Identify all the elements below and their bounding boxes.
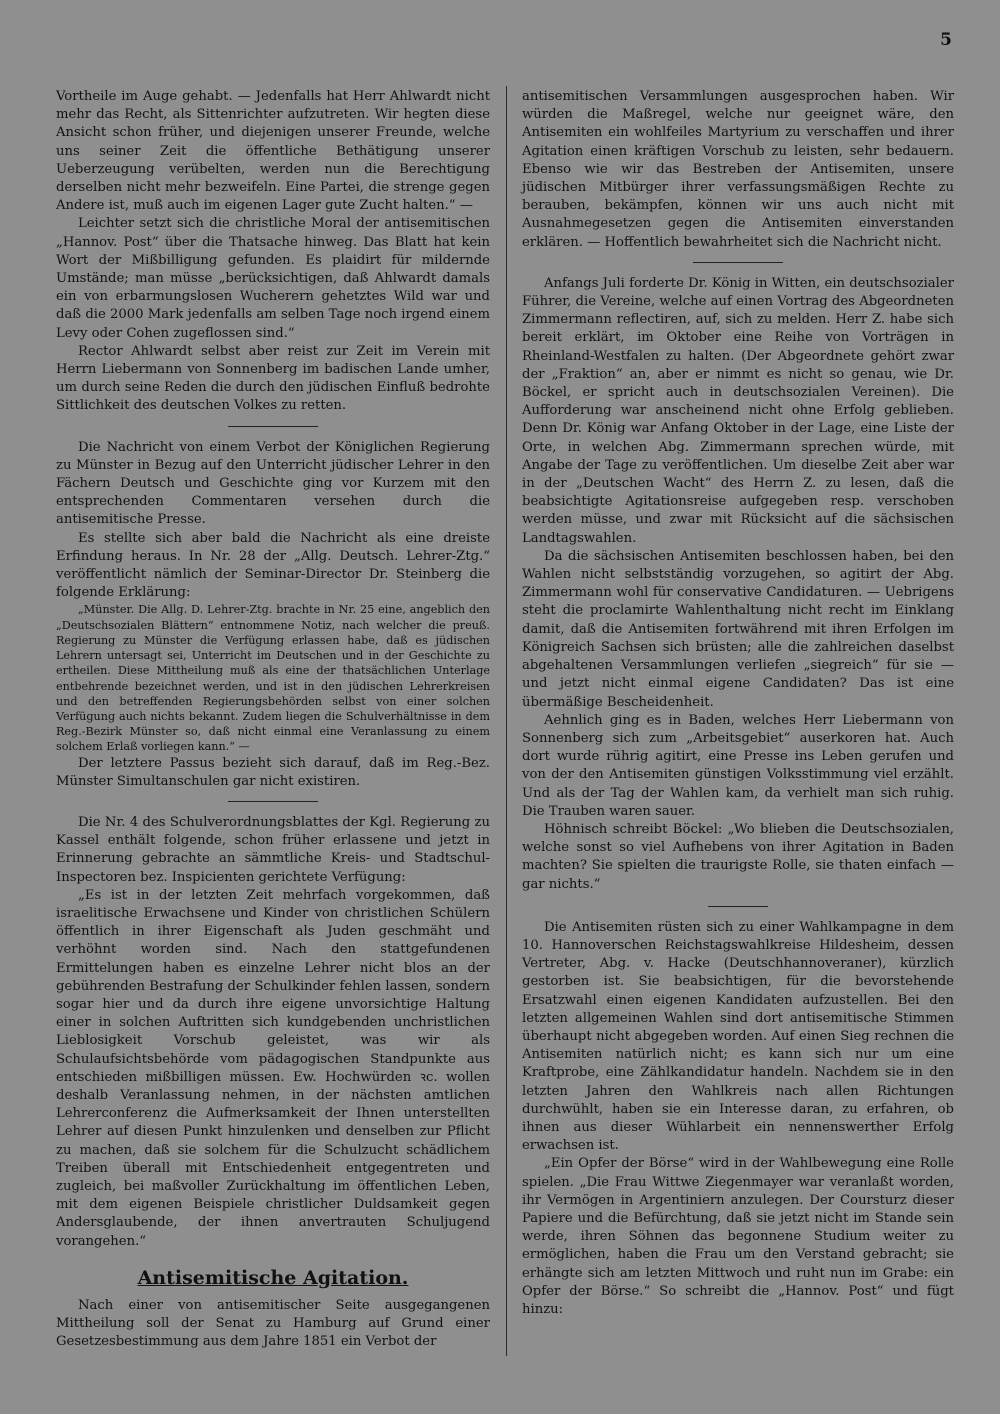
paragraph: Aehnlich ging es in Baden, welches Herr Liebermann von Sonnenberg sich zum „Arbeitsgebiet“ auserkoren hat. Auch dort wurde rührig agitirt, eine Presse ins Leben gerufen und von der den Antisemiten günstigen Volksstimmung viel erzählt. Und als der Tag der Wahlen kam, da verhielt man sich ruhig. Die Trauben waren sauer. — [522, 712, 954, 819]
separator-rule — [228, 801, 318, 802]
paragraph: Rector Ahlwardt selbst aber reist zur Zeit im Verein mit Herrn Liebermann von Sonnenberg im badischen Lande umher, um durch seine Reden die durch den jüdischen Einfluß bedrohte Sittlichkeit des deutschen Volkes zu retten. — [56, 343, 490, 414]
paragraph: „Ein Opfer der Börse“ wird in der Wahlbewegung eine Rolle spielen. „Die Frau Wittwe Ziegenmayer war veranlaßt worden, ihr Vermögen in Argentiniern anzulegen. Der Coursturz dieser Papiere und die Befürchtung, daß sie jetzt nicht im Stande sein werde, ihren Söhnen das begonnene Studium weiter zu ermöglichen, haben die Frau um den Verstand gebracht; sie erhängte sich am letzten Mittwoch und ruht nun im Grabe: ein Opfer der Börse.“ So schreibt die „Hannov. Post“ und fügt hinzu: — [522, 1156, 954, 1317]
paragraph: Höhnisch schreibt Böckel: „Wo blieben die Deutschsozialen, welche sonst so viel Aufhebens von ihrer Agitation in Baden machten? Sie spielten die traurigste Rolle, sie thaten einfach — gar nichts.“ — [522, 821, 954, 892]
paragraph: Da die sächsischen Antisemiten beschlossen haben, bei den Wahlen nicht selbstständig vorzugehen, so agitirt der Abg. Zimmermann wohl für conservative Candidaturen. — Uebrigens steht die proclamirte Wahlenthaltung nicht recht im Einklang damit, daß die Antisemiten fortwährend mit ihren Erfolgen im Königreich Sachsen sich brüsten; alle die zahlreichen daselbst abgehaltenen Versammlungen verliefen „siegreich“ für sie — und jetzt nicht einmal eigene Candidaten? Das ist eine übermäßige Bescheidenheit. — [522, 548, 954, 710]
paragraph: Es stellte sich aber bald die Nachricht als eine dreiste Erfindung heraus. In Nr. 28 der „Allg. Deutsch. Lehrer-Ztg.“ veröffentlicht nämlich der Seminar-Director Dr. Steinberg die folgende Erklärung: — [56, 530, 490, 601]
paragraph: Nach einer von antisemitischer Seite ausgegangenen Mittheilung soll der Senat zu Hamburg auf Grund einer Gesetzesbestimmung aus dem Jahre 1851 ein Verbot der — [56, 1298, 490, 1350]
paragraph: „Es ist in der letzten Zeit mehrfach vorgekommen, daß israelitische Erwachsene und Kinder von christlichen Schülern öffentlich in ihrer Eigenschaft als Juden geschmäht und verhöhnt worden sind. Nach den stattgefundenen Ermittelungen haben es einzelne Lehrer nicht blos an der gebührenden Bestrafung der Schulkinder fehlen lassen, sondern sogar hier und da durch ihre eigene unvorsichtige Haltung einer in solchen Auftritten sich kundgebenden unchristlichen Lieblosigkeit Vorschub geleistet, was wir als Schulaufsichtsbehörde vom pädagogischen Standpunkte aus entschieden mißbilligen müssen. Ew. Hochwürden ꝛc. wollen deshalb Veranlassung nehmen, in der nächsten amtlichen Lehrerconferenz die Aufmerksamkeit der Ihnen unterstellten Lehrer auf diesen Punkt hinzulenken und denselben zur Pflicht zu machen, daß sie solchem für die Schulzucht schädlichem Treiben überall mit Entschiedenheit entgegentreten und zugleich, bei maßvoller Zurückhaltung im öffentlichen Leben, mit dem eigenen Beispiele christlicher Duldsamkeit gegen Andersglaubende, der ihnen anvertrauten Schuljugend vorangehen.“ — [56, 887, 490, 1249]
quoted-declaration — [56, 602, 490, 754]
paragraph: Leichter setzt sich die christliche Moral der antisemitischen „Hannov. Post“ über die Thatsache hinweg. Das Blatt hat kein Wort der Mißbilligung gefunden. Es plaidirt für mildernde Umstände; man müsse „berücksichtigen, daß Ahlwardt damals ein von erbarmungslosen Wucherern gehetztes Wild war und daß die 2000 Mark jedenfalls am selben Tage noch irgend einem Levy oder Cohen zugeflossen sind.“ — [56, 216, 490, 341]
section-heading: Antisemitische Agitation. — [137, 1266, 409, 1289]
left-column — [56, 88, 490, 1352]
paragraph: Die Antisemiten rüsten sich zu einer Wahlkampagne in dem 10. Hannoverschen Reichstagswahlkreise Hildesheim, dessen Vertreter, Abg. v. Hacke (Deutschhannoveraner), kürzlich gestorben ist. Sie beabsichtigen, für die bevorstehende Ersatzwahl einen eigenen Kandidaten aufzustellen. Bei den letzten allgemeinen Wahlen sind dort antisemitische Stimmen überhaupt nicht abgegeben worden. Auf einen Sieg rechnen die Antisemiten natürlich nicht; es kann sich nur um eine Kraftprobe, eine Zählkandidatur handeln. Nachdem sie in den letzten Jahren den Wahlkreis nach allen Richtungen durchwühlt, haben sie ein Interesse daran, zu erfahren, ob ihnen aus dieser Wühlarbeit ein nennenswerther Erfolg erwachsen ist. — [522, 919, 954, 1154]
paragraph: Anfangs Juli forderte Dr. König in Witten, ein deutschsozialer Führer, die Vereine, welche auf einen Vortrag des Abgeordneten Zimmermann reflectiren, auf, sich zu melden. Herr Z. habe sich bereit erklärt, im Oktober eine Reihe von Vorträgen in Rheinland-Westfalen zu halten. (Der Abgeordnete gehört zwar der „Fraktion“ an, aber er nimmt es nicht so genau, wie Dr. Böckel, er spricht auch in deutschsozialen Vereinen). Die Aufforderung war anscheinend nicht ohne Erfolg geblieben. Denn Dr. König war Anfang Oktober in der Lage, eine Liste der Orte, in welchen Abg. Zimmermann sprechen würde, mit Angabe der Tage zu veröffentlichen. Um dieselbe Zeit aber war in der „Deutschen Wacht“ des Herrn Z. zu lesen, daß die beabsichtigte Agitationsreise aufgegeben resp. verschoben werden müsse, und zwar mit Rücksicht auf die sächsischen Landtagswahlen. — [522, 275, 954, 546]
paragraph: Vortheile im Auge gehabt. — Jedenfalls hat Herr Ahlwardt nicht mehr das Recht, als Sittenrichter aufzutreten. Wir hegten diese Ansicht schon früher, und diejenigen unserer Freunde, welche uns seiner Zeit die öffentliche Bethätigung unserer Ueberzeugung verübelten, werden nun die Berechtigung derselben nicht mehr bezweifeln. Eine Partei, die strenge gegen Andere ist, muß auch im eigenen Lager gute Zucht halten.“ — — [56, 89, 490, 214]
right-column — [522, 88, 954, 1319]
separator-rule — [708, 906, 768, 907]
separator-rule — [693, 262, 783, 263]
separator-rule — [228, 426, 318, 427]
quote-text: „Münster. Die Allg. D. Lehrer-Ztg. brachte in Nr. 25 eine, angeblich den „Deutschsozialen Blättern“ entnommene Notiz, nach welcher die preuß. Regierung zu Münster die Verfügung erlassen habe, daß es jüdischen Lehrern untersagt sei, Unterricht im Deutschen und in der Geschichte zu ertheilen. Diese Mittheilung muß als eine der thatsächlichen Unterlage entbehrende bezeichnet werden, und ist in den jüdischen Lehrerkreisen und den betreffenden Regierungsbehörden selbst von einer solchen Verfügung auch nichts bekannt. Zudem liegen die Schulverhältnisse in dem Reg.-Bezirk Münster so, daß nicht einmal eine Veranlassung zu einem solchem Erlaß vorliegen kann.“ — — [56, 603, 490, 754]
paragraph: Die Nachricht von einem Verbot der Königlichen Regierung zu Münster in Bezug auf den Unterricht jüdischer Lehrer in den Fächern Deutsch und Geschichte ging vor Kurzem mit den entsprechenden Commentaren versehen durch die antisemitische Presse. — [56, 439, 490, 528]
column-divider — [506, 86, 507, 1356]
paragraph: Der letztere Passus bezieht sich darauf, daß im Reg.-Bez. Münster Simultanschulen gar nicht existiren. — [56, 755, 490, 789]
page-number: 5 — [940, 30, 952, 50]
paragraph: antisemitischen Versammlungen ausgesprochen haben. Wir würden die Maßregel, welche nur geeignet wäre, den Antisemiten ein wohlfeiles Martyrium zu verschaffen und ihrer Agitation einen kräftigen Vorschub zu leisten, sehr bedauern. Ebenso wie wir das Bestreben der Antisemiten, unsere jüdischen Mitbürger ihrer verfassungsmäßigen Rechte zu berauben, bekämpfen, können wir uns auch nicht mit Ausnahmegesetzen gegen die Antisemiten einverstanden erklären. — Hoffentlich bewahrheitet sich die Nachricht nicht. — [522, 89, 954, 250]
paragraph: Die Nr. 4 des Schulverordnungsblattes der Kgl. Regierung zu Kassel enthält folgende, schon früher erlassene und jetzt in Erinnerung gebrachte an sämmtliche Kreis- und Stadtschul-Inspectoren bez. Inspicienten gerichtete Verfügung: — [56, 814, 490, 885]
